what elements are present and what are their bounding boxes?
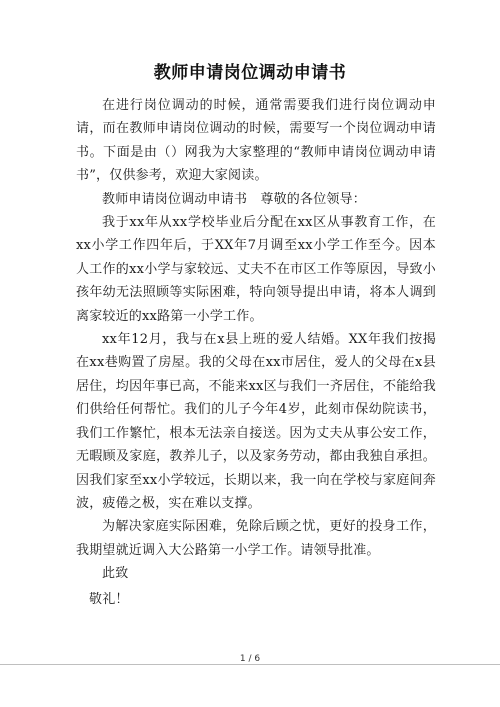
body-paragraph-1: 我于xx年从xx学校毕业后分配在xx区从事教育工作，在xx小学工作四年后，于XX年7月调至xx小学工作至今。因本人工作的xx小学与家较远、丈夫不在市区工作等原因，导致小孩年幼无法照顾等实际困难，特向领导提出申请，将本人调到离家较近的xx路第一小学工作。 <box>76 215 436 324</box>
document-body <box>76 94 436 611</box>
body-paragraph-3: 为解决家庭实际困难，免除后顾之忧，更好的投身工作，我期望就近调入大公路第一小学工作。请领导批准。 <box>76 519 436 558</box>
footer-divider <box>0 664 500 665</box>
closing-line: 此致 <box>102 566 129 582</box>
intro-paragraph: 在进行岗位调动的时候，通常需要我们进行岗位调动申请，而在教师申请岗位调动的时候，需要写一个岗位调动申请书。下面是由（）网我为大家整理的“教师申请岗位调动申请书”，仅供参考，欢迎大家阅读。 <box>76 98 436 184</box>
document-title: 教师申请岗位调动申请书 <box>153 63 347 83</box>
body-paragraph-2: xx年12月，我与在x县上班的爱人结婚。XX年我们按揭在xx巷购置了房屋。我的父母在xx市居住，爱人的父母在x县居住，均因年事已高，不能来xx区与我们一齐居住，不能给我们供给任何帮忙。我们的儿子今年4岁，此刻市保幼院读书，我们工作繁忙，根本无法亲自接送。因为丈夫从事公安工作，无暇顾及家庭，教养儿子，以及家务劳动，都由我独自承担。因我们家至xx小学较远，长期以来，我一向在学校与家庭间奔波，疲倦之极，实在难以支撑。 <box>76 332 436 511</box>
page-number: 1 / 6 <box>239 654 261 664</box>
salutation-line: 教师申请岗位调动申请书 尊敬的各位领导： <box>102 191 367 207</box>
regards-line: 敬礼！ <box>89 591 129 607</box>
